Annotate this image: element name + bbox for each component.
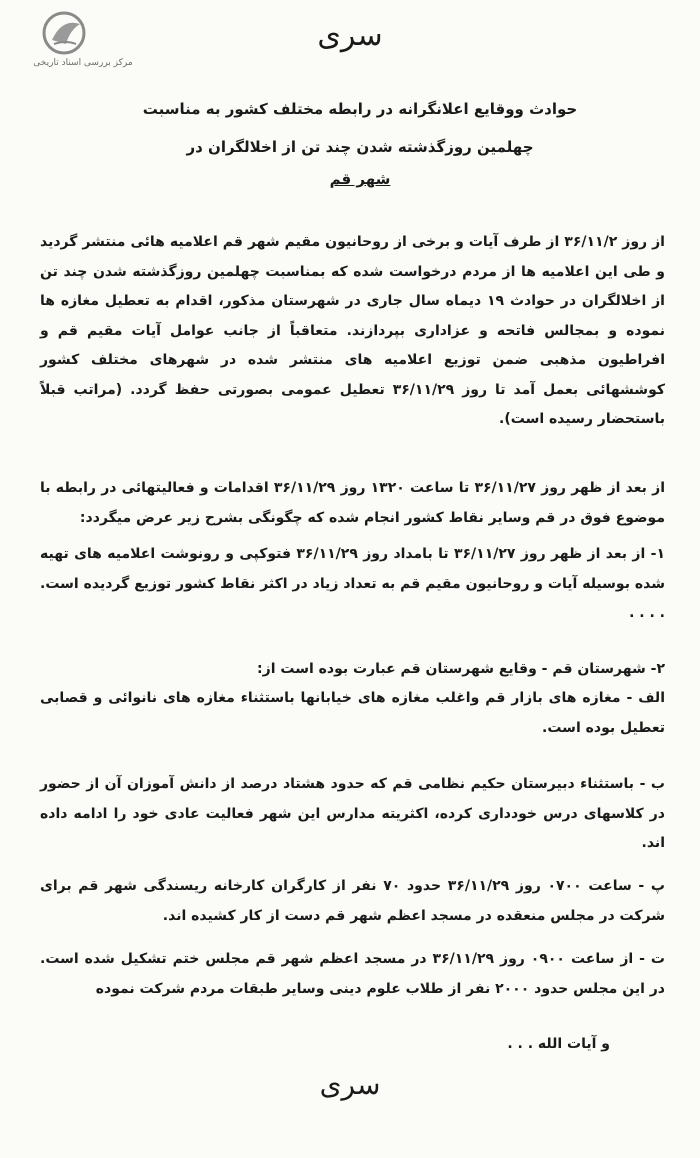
paragraph-item-2c: پ - ساعت ۰۷۰۰ روز ۳۶/۱۱/۲۹ حدود ۷۰ نفر از کارگران کارخانه ریسندگی شهر قم برای شرکت در مجلس منعقده در مسجد اعظم شهر قم دست از کار کشیده اند. (40, 878, 666, 924)
closing-line: و آیات الله . . . (507, 1036, 610, 1052)
document-title-line-3: شهر قم (329, 170, 391, 188)
paragraph-item-2d: ت - از ساعت ۰۹۰۰ روز ۳۶/۱۱/۲۹ در مسجد اعظم شهر قم مجلس ختم تشکیل شده است. در این مجلس حدود ۲۰۰۰ نفر از طلاب علوم دینی وسایر طبقات مردم شرکت نموده (40, 951, 665, 997)
paragraph-item-2a: الف - مغازه های بازار قم واغلب مغازه های خیابانها باستثناء مغازه های نانوائی و قصابی تعطیل بوده است. (40, 690, 665, 736)
document-title-line-1: حوادث ووقایع اعلانگرانه در رابطه مختلف کشور به مناسبت (142, 100, 578, 118)
classification-stamp-top: سری (317, 18, 383, 53)
document-title-line-2: چهلمین روزگذشته شدن چند تن از اخلالگران در (186, 138, 534, 156)
paragraph-item-1: ۱- از بعد از ظهر روز ۳۶/۱۱/۲۷ تا بامداد روز ۳۶/۱۱/۲۹ فتوکپی و رونوشت اعلامیه های تهیه شده بوسیله آیات و روحانیون مقیم قم به تعداد زیاد در اکثر نقاط کشور توزیع گردیده است. . . . . (40, 546, 665, 621)
archive-name: مرکز بررسی اسناد تاریخی (33, 58, 133, 68)
paragraph-item-2: ۲- شهرستان قم - وقایع شهرستان قم عبارت بوده است از: (257, 661, 665, 677)
paragraph-intro: از روز ۳۶/۱۱/۲ از طرف آیات و برخی از روحانیون مقیم شهر قم اعلامیه هائی منتشر گردید و طی این اعلامیه ها از مردم درخواست شده که بمناسبت چهلمین روزگذشته شدن چند تن از اخلالگران در حوادث ۱۹ دیماه سال جاری در شهرستان مذکور، اقدام به تعطیل مغازه ها نموده و بمجالس فاتحه و عزاداری بپردازند. متعاقباً از جانب عوامل آیات مقیم قم و افراطیون مذهبی ضمن توزیع اعلامیه های منتشر شده در شهرهای مختلف کشور کوششهائی بعمل آمد تا روز ۳۶/۱۱/۲۹ تعطیل عمومی بصورتی حفظ گردد. (مراتب قبلاً باستحضار رسیده است). (40, 234, 665, 427)
paragraph-summary: از بعد از ظهر روز ۳۶/۱۱/۲۷ تا ساعت ۱۳۲۰ روز ۳۶/۱۱/۲۹ اقدامات و فعالیتهائی در رابطه با موضوع فوق در قم وسایر نقاط کشور انجام شده که چگونگی بشرح زیر عرض میگردد: (40, 480, 665, 526)
paragraph-item-2b: ب - باستثناء دبیرستان حکیم نظامی قم که حدود هشتاد درصد از دانش آموزان آن از حضور در کلاسهای درس خودداری کرده، اکثریته مدارس این شهر فعالیت عادی خود را ادامه داده اند. (40, 776, 665, 851)
classification-stamp-bottom: سری (319, 1068, 381, 1101)
